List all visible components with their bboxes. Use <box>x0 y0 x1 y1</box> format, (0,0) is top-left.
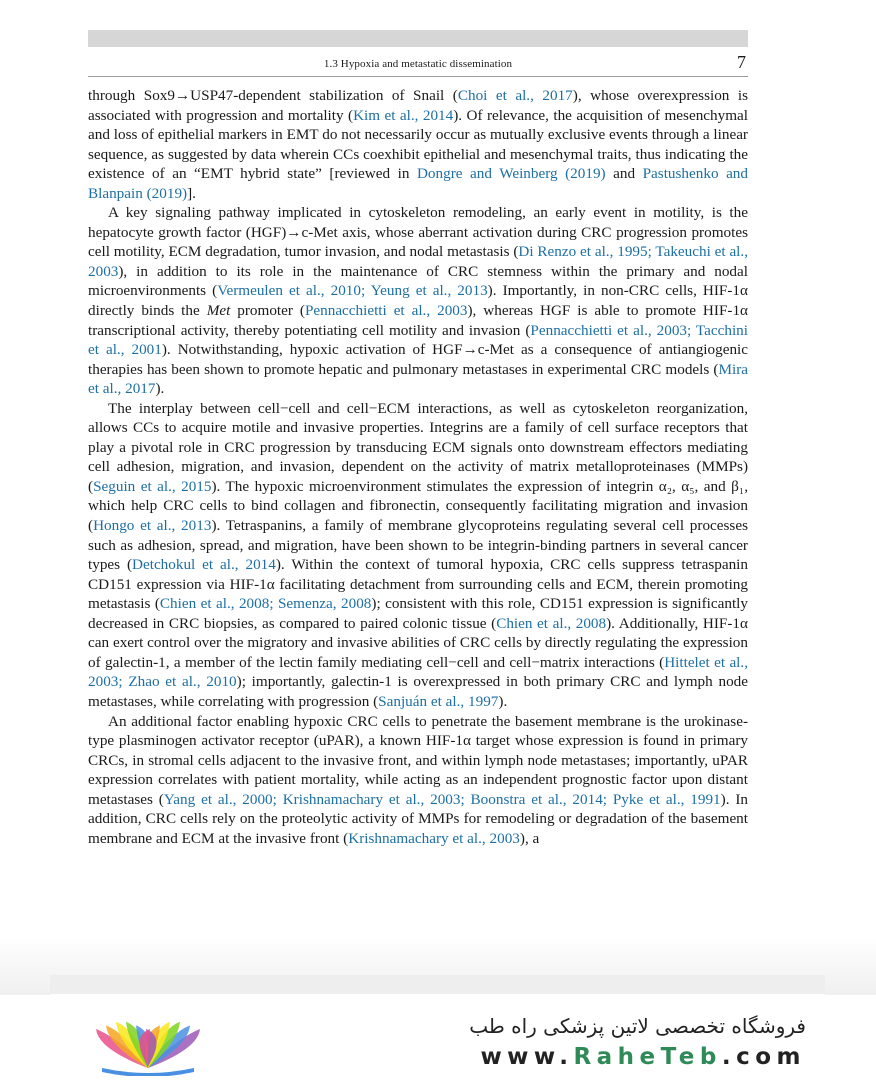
text-run: ). <box>498 692 508 710</box>
section-title: 1.3 Hypoxia and metastatic dissemination <box>323 58 513 70</box>
text-run: and <box>605 165 643 183</box>
store-url[interactable] <box>480 1044 806 1070</box>
citation-link[interactable]: Chien et al., 2008 <box>496 614 607 632</box>
text-run: promoter ( <box>230 302 305 320</box>
text-run: An additional factor enabling hypoxic CRC cells to penetrate the basement membrane is the urokinase-type plasminogen activator receptor (uPAR), a known HIF-1α target whose expression is found in primary CRCs, in stromal cells adjacent to the invasive front, and within lymph node metastases; importantly, uPAR expression correlates with patient mortality, while acting as an independent prognostic factor upon distant metastases ( <box>88 712 748 808</box>
paragraph <box>88 86 748 203</box>
text-run: ). Tetraspanins, a family of membrane glycoproteins regulating several cell processes such as adhesion, spread, and migration, have been shown to be integrin-binding partners in several cancer types ( <box>88 517 748 574</box>
citation-link[interactable]: Choi et al., 2017 <box>457 87 573 104</box>
citation-link[interactable]: Hongo et al., 2013 <box>93 517 212 535</box>
citation-link[interactable]: Hittelet et al., 2003; Zhao et al., 2010 <box>88 653 748 691</box>
text-run: ). Notwithstanding, hypoxic activation of HGF→c-Met as a consequence of antiangiogenic therapies has been shown to promote hepatic and pulmonary metastases in experimental CRC models ( <box>88 341 748 378</box>
citation-link[interactable]: Yang et al., 2000; Krishnamachary et al., 2003; Boonstra et al., 2014; Pyke et al., 1991 <box>163 790 721 808</box>
citation-link[interactable]: Sanjuán et al., 1997 <box>378 692 499 710</box>
text-run: ). The hypoxic microenvironment stimulates the expression of integrin α₂, α₅, and β₁, which help CRC cells to bind collagen and fibronectin, consequently facilitating migration and invasion ( <box>88 477 748 535</box>
paragraph <box>88 399 748 712</box>
citation-link[interactable]: Mira et al., 2017 <box>88 360 748 398</box>
logo-book-base <box>102 1068 194 1076</box>
text-run: through Sox9→USP47-dependent stabilization of Snail ( <box>88 87 458 104</box>
body-text <box>88 86 748 848</box>
running-head <box>88 52 748 77</box>
open-book-logo <box>92 1008 204 1076</box>
citation-link[interactable]: Kim et al., 2014 <box>353 106 454 124</box>
citation-link[interactable]: Pennacchietti et al., 2003 <box>304 302 468 320</box>
text-run: ). Importantly, in non-CRC cells, HIF-1α directly binds the <box>88 282 748 320</box>
store-name: فروشگاه تخصصی لاتین پزشکی راه طب <box>469 1014 806 1038</box>
citation-link[interactable]: Chien et al., 2008; Semenza, 2008 <box>159 595 372 613</box>
paragraph <box>88 203 748 398</box>
text-run: ), whose overexpression is associated with progression and mortality ( <box>88 87 749 124</box>
text-run: ); consistent with this role, CD151 expression is significantly decreased in CRC biopsies, as compared to paired colonic tissue ( <box>88 595 748 632</box>
citation-link[interactable]: Dongre and Weinberg (2019) <box>416 165 606 183</box>
text-run: ); importantly, galectin-1 is overexpressed in both primary CRC and lymph node metastases, while correlating with progression ( <box>88 673 748 710</box>
citation-link[interactable]: Detchokul et al., 2014 <box>132 556 276 574</box>
citation-link[interactable]: Seguin et al., 2015 <box>93 477 212 495</box>
citation-link[interactable]: Pastushenko and Blanpain (2019) <box>88 165 748 202</box>
text-run: ). Of relevance, the acquisition of mesenchymal and loss of epithelial markers in EMT do not necessarily occur as mutually exclusive events through a linear sequence, as suggested by data wherein CCs coexhibit epithelial and mesenchymal traits, thus indicating the existence of an “EMT hybrid state” [reviewed in <box>88 106 749 183</box>
citation-link[interactable]: Di Renzo et al., 1995; Takeuchi et al., 2003 <box>88 243 748 280</box>
paragraph <box>88 712 748 849</box>
footer-shade <box>50 975 825 995</box>
url-accent: RaheTeb <box>573 1044 722 1070</box>
text-run: ). Additionally, HIF-1α can exert control over the migratory and invasive abilities of CRC cells by directly regulating the expression of galectin-1, a member of the lectin family mediating cell−cell and cell−matrix interactions ( <box>88 614 748 671</box>
top-band <box>88 30 748 47</box>
text-run: ), whereas HGF is able to promote HIF-1α transcriptional activity, thereby potentiating cell motility and invasion ( <box>88 302 749 339</box>
citation-link[interactable]: Krishnamachary et al., 2003 <box>348 829 520 847</box>
text-run: A key signaling pathway implicated in cytoskeleton remodeling, an early event in motility, is the hepatocyte growth factor (HGF)→c-Met axis, whose aberrant activation during CRC progression promotes cell motility, ECM degradation, tumor invasion, and nodal metastasis ( <box>88 204 748 261</box>
text-run: ), in addition to its role in the maintenance of CRC stemness within the primary and nodal microenvironments ( <box>88 262 748 300</box>
citation-link[interactable]: Pennacchietti et al., 2003; Tacchini et al., 2001 <box>88 321 748 359</box>
text-run: ]. <box>187 184 196 202</box>
text-run: ). <box>155 380 165 398</box>
text-run: ). Within the context of tumoral hypoxia, CRC cells suppress tetraspanin CD151 expression via HIF-1α facilitating detachment from surrounding cells and ECM, therein promoting metastasis ( <box>88 556 748 613</box>
text-run: The interplay between cell−cell and cell−ECM interactions, as well as cytoskeleton reorganization, allows CCs to acquire motile and invasive properties. Integrins are a family of cell surface receptors that play a pivotal role in CRC progression by transducing ECM signals onto downstream effectors mediating cell adhesion, migration, and invasion, dependent on the activity of matrix metalloproteinases (MMPs) ( <box>88 399 748 495</box>
italic-text: Met <box>206 302 231 320</box>
text-run: ). In addition, CRC cells rely on the proteolytic activity of MMPs for remodeling or degradation of the basement membrane and ECM at the invasive front ( <box>88 790 748 847</box>
url-prefix: www. <box>480 1044 574 1070</box>
url-suffix: .com <box>721 1044 806 1070</box>
citation-link[interactable]: Vermeulen et al., 2010; Yeung et al., 2013 <box>217 282 488 300</box>
page-number: 7 <box>737 52 746 72</box>
text-run: ), a <box>519 829 540 847</box>
